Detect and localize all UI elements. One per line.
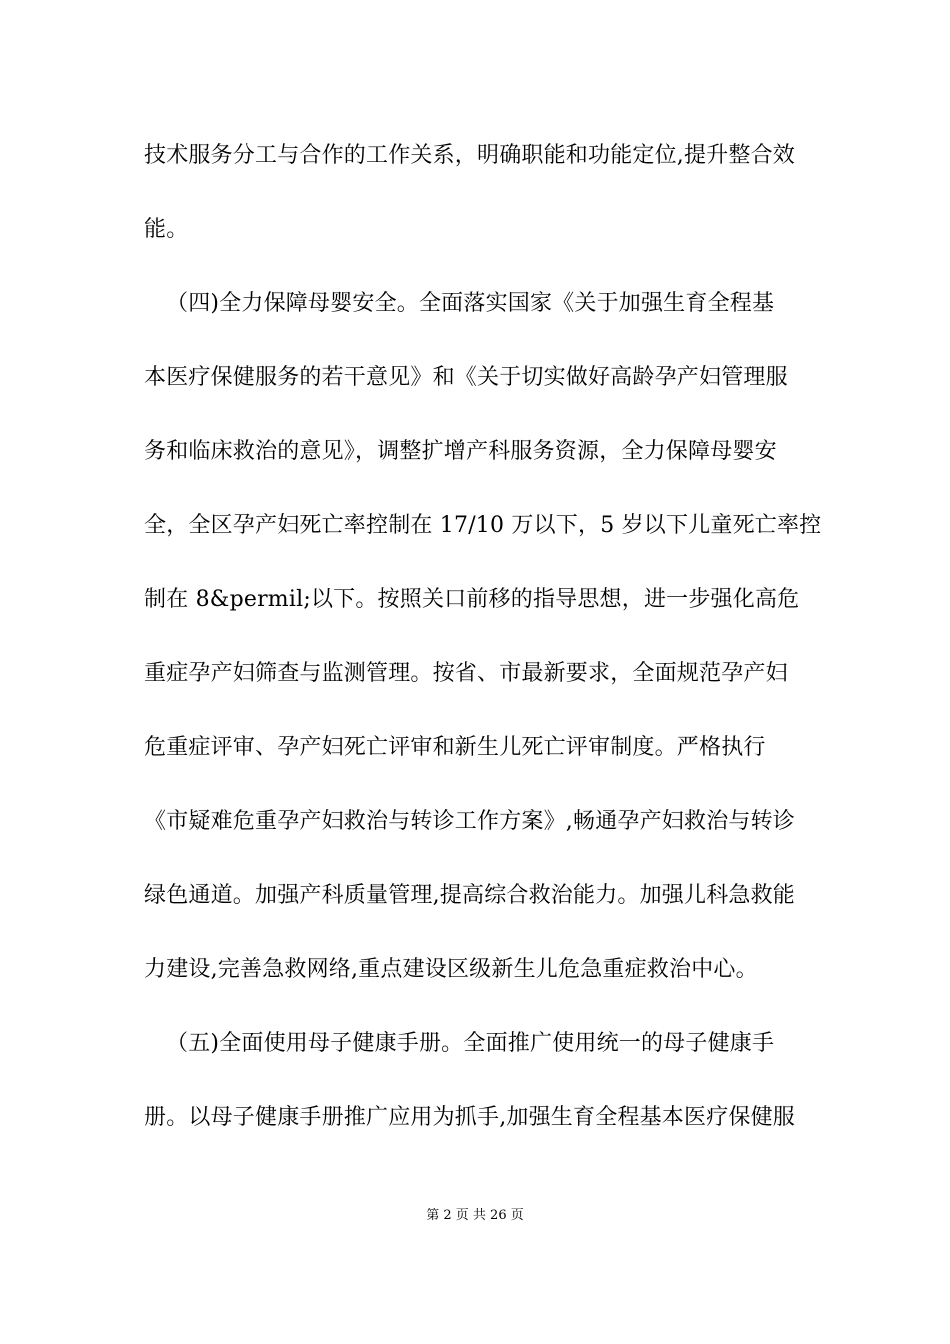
body-text-line: 危重症评审、孕产妇死亡评审和新生儿死亡评审制度。严格执行 [144, 735, 766, 760]
body-text-line: 务和临床救治的意见》，调整扩增产科服务资源，全力保障母婴安 [144, 439, 777, 464]
body-text-line: 《市疑难危重孕产妇救治与转诊工作方案》,畅通孕产妇救治与转诊 [144, 809, 795, 834]
body-text-line: 技术服务分工与合作的工作关系，明确职能和功能定位,提升整合效 [144, 143, 795, 168]
paragraph-heading-line: （五)全面使用母子健康手册。全面推广使用统一的母子健康手 [166, 1031, 775, 1056]
page-footer: 第 2 页 共 26 页 [426, 1208, 524, 1223]
body-text-line: 制在 8&permil;以下。按照关口前移的指导思想，进一步强化高危 [144, 587, 800, 612]
body-text-line: 本医疗保健服务的若干意见》和《关于切实做好高龄孕产妇管理服 [144, 365, 788, 390]
paragraph-heading-line: （四)全力保障母婴安全。全面落实国家《关于加强生育全程基 [166, 291, 775, 316]
body-text-line: 重症孕产妇筛查与监测管理。按省、市最新要求，全面规范孕产妇 [144, 661, 788, 686]
body-text-line: 力建设,完善急救网络,重点建设区级新生儿危急重症救治中心。 [144, 957, 758, 982]
body-text-line: 绿色通道。加强产科质量管理,提高综合救治能力。加强儿科急救能 [144, 883, 795, 908]
body-text-line: 能。 [144, 217, 189, 242]
body-text-line: 全，全区孕产妇死亡率控制在 17/10 万以下，5 岁以下儿童死亡率控 [144, 513, 822, 538]
body-text-line: 册。以母子健康手册推广应用为抓手,加强生育全程基本医疗保健服 [144, 1105, 795, 1130]
